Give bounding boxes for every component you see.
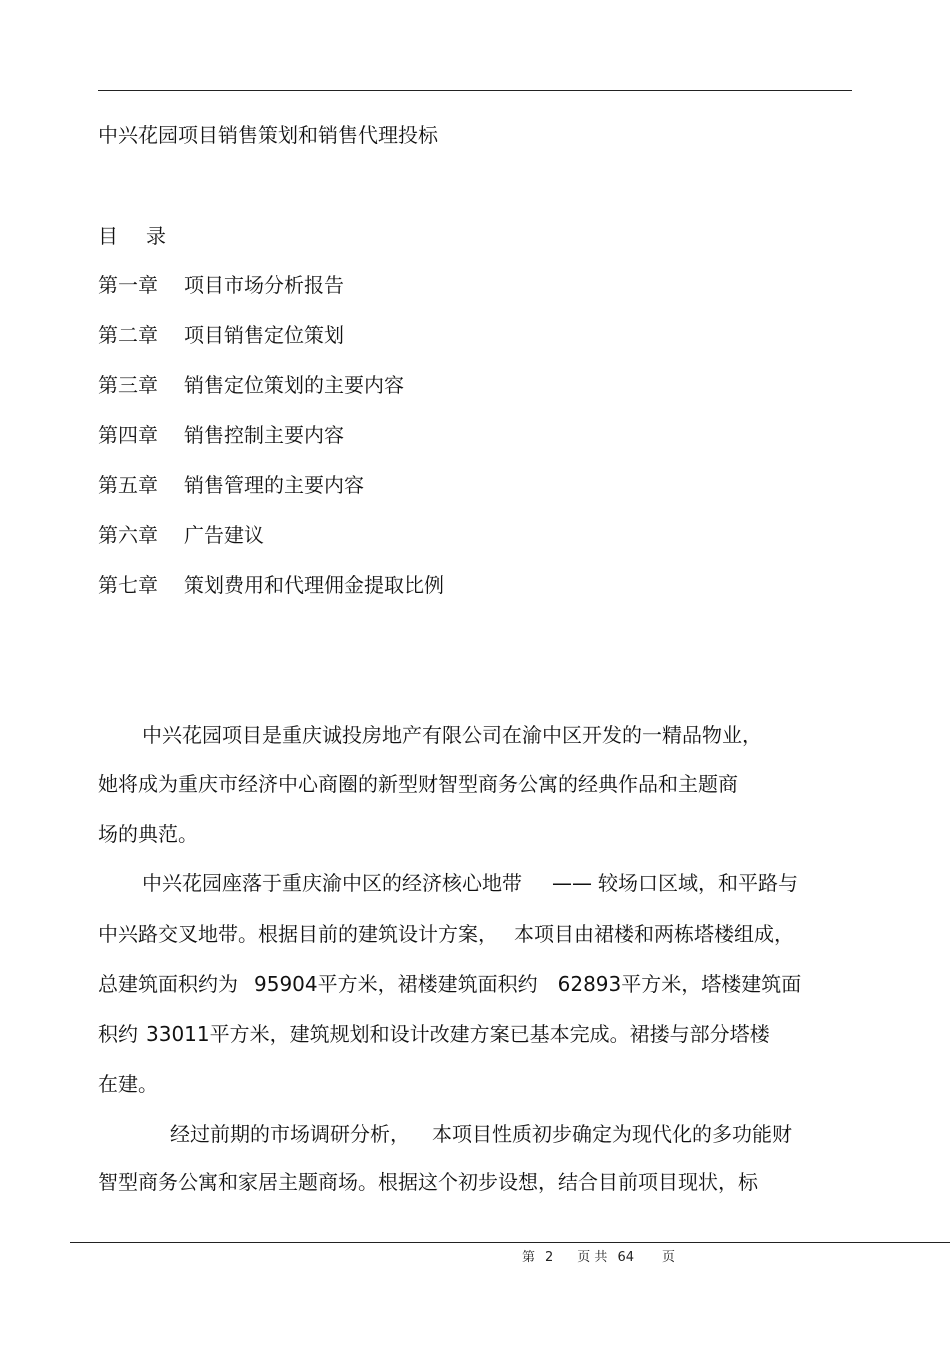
toc-chapter: 第二章 xyxy=(98,323,158,347)
text-run: 中兴花园座落于重庆渝中区的经济核心地带 xyxy=(142,871,522,895)
toc-chapter-name: 广告建议 xyxy=(184,523,264,547)
toc-chapter: 第三章 xyxy=(98,373,158,397)
text-run: 积约 xyxy=(98,1022,138,1046)
area-value: 62893 xyxy=(557,972,622,996)
header-rule xyxy=(98,90,852,91)
toc-chapter-name: 销售控制主要内容 xyxy=(184,423,344,447)
paragraph-line xyxy=(98,1020,770,1048)
toc-heading-right: 录 xyxy=(146,224,166,248)
paragraph-line xyxy=(98,920,794,948)
text-run: 经过前期的市场调研分析， xyxy=(170,1122,410,1146)
text-run: 较场口区域，和平路与 xyxy=(598,871,798,895)
toc-item[interactable] xyxy=(98,471,444,521)
toc-chapter-name: 项目销售定位策划 xyxy=(184,323,344,347)
toc-heading-left: 目 xyxy=(98,224,118,248)
document-title: 中兴花园项目销售策划和销售代理投标 xyxy=(98,123,438,147)
paragraph-line: 场的典范。 xyxy=(98,822,198,846)
page-number: 2 xyxy=(545,1250,554,1265)
footer-suffix: 页 xyxy=(661,1250,675,1265)
paragraph-line xyxy=(170,1120,792,1148)
paragraph-line xyxy=(142,869,798,897)
paragraph-line xyxy=(98,970,801,998)
toc-heading xyxy=(98,222,166,250)
text-run: 本项目性质初步确定为现代化的多功能财 xyxy=(432,1122,792,1146)
footer-mid: 页 共 xyxy=(577,1250,608,1265)
text-run: 平方米，裙楼建筑面积约 xyxy=(317,972,538,996)
paragraph-line: 她将成为重庆市经济中心商圈的新型财智型商务公寓的经典作品和主题商 xyxy=(98,772,738,796)
footer-rule xyxy=(70,1242,950,1243)
toc-chapter: 第五章 xyxy=(98,473,158,497)
toc-item[interactable] xyxy=(98,321,444,371)
toc-chapter-name: 销售管理的主要内容 xyxy=(184,473,364,497)
text-run: 平方米，塔楼建筑面 xyxy=(621,972,802,996)
toc-chapter: 第六章 xyxy=(98,523,158,547)
toc-item[interactable] xyxy=(98,571,444,621)
toc-chapter: 第七章 xyxy=(98,573,158,597)
toc-item[interactable] xyxy=(98,521,444,571)
footer-prefix: 第 xyxy=(522,1250,536,1265)
text-run: 总建筑面积约为 xyxy=(98,972,238,996)
paragraph-line: 智型商务公寓和家居主题商场。根据这个初步设想，结合目前项目现状，标 xyxy=(98,1170,758,1194)
toc-chapter-name: 策划费用和代理佣金提取比例 xyxy=(184,573,444,597)
text-run: 本项目由裙楼和两栋塔楼组成， xyxy=(514,922,794,946)
area-value: 95904 xyxy=(254,972,318,996)
paragraph-line: 在建。 xyxy=(98,1072,158,1096)
toc-item[interactable] xyxy=(98,371,444,421)
toc-item[interactable] xyxy=(98,421,444,471)
text-run: —— xyxy=(552,871,592,895)
page-total: 64 xyxy=(617,1250,634,1265)
toc-chapter: 第一章 xyxy=(98,273,158,297)
area-value: 33011 xyxy=(146,1022,210,1046)
page-footer xyxy=(522,1249,675,1267)
toc-item[interactable] xyxy=(98,271,444,321)
text-run: 中兴路交叉地带。根据目前的建筑设计方案， xyxy=(98,922,498,946)
toc-chapter: 第四章 xyxy=(98,423,158,447)
paragraph-line: 中兴花园项目是重庆诚投房地产有限公司在渝中区开发的一精品物业， xyxy=(142,723,762,747)
text-run: 平方米，建筑规划和设计改建方案已基本完成。裙搂与部分塔楼 xyxy=(209,1022,770,1046)
toc-chapter-name: 项目市场分析报告 xyxy=(184,273,344,297)
table-of-contents xyxy=(98,271,444,621)
toc-chapter-name: 销售定位策划的主要内容 xyxy=(184,373,404,397)
